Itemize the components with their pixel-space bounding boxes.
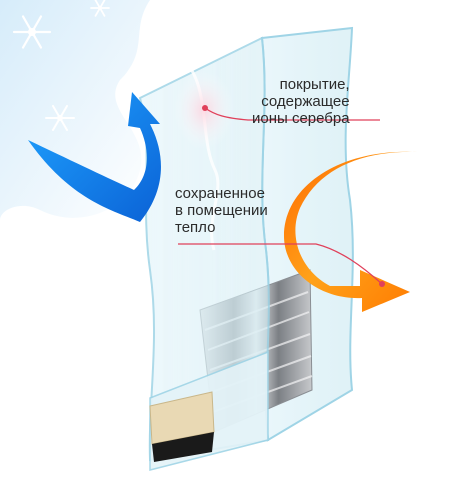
heat-label-line2: в помещении bbox=[175, 202, 268, 219]
coating-label-line3: ионы серебра bbox=[252, 110, 350, 127]
heat-callout-dot bbox=[379, 281, 385, 287]
coating-callout-dot bbox=[202, 105, 208, 111]
heat-label-line3: тепло bbox=[175, 219, 216, 236]
coating-label-line1: покрытие, bbox=[279, 76, 350, 93]
heat-label bbox=[175, 185, 268, 236]
heat-label-line1: сохраненное bbox=[175, 185, 265, 202]
coating-label-line2: содержащее bbox=[261, 93, 350, 110]
coating-label bbox=[252, 76, 350, 127]
